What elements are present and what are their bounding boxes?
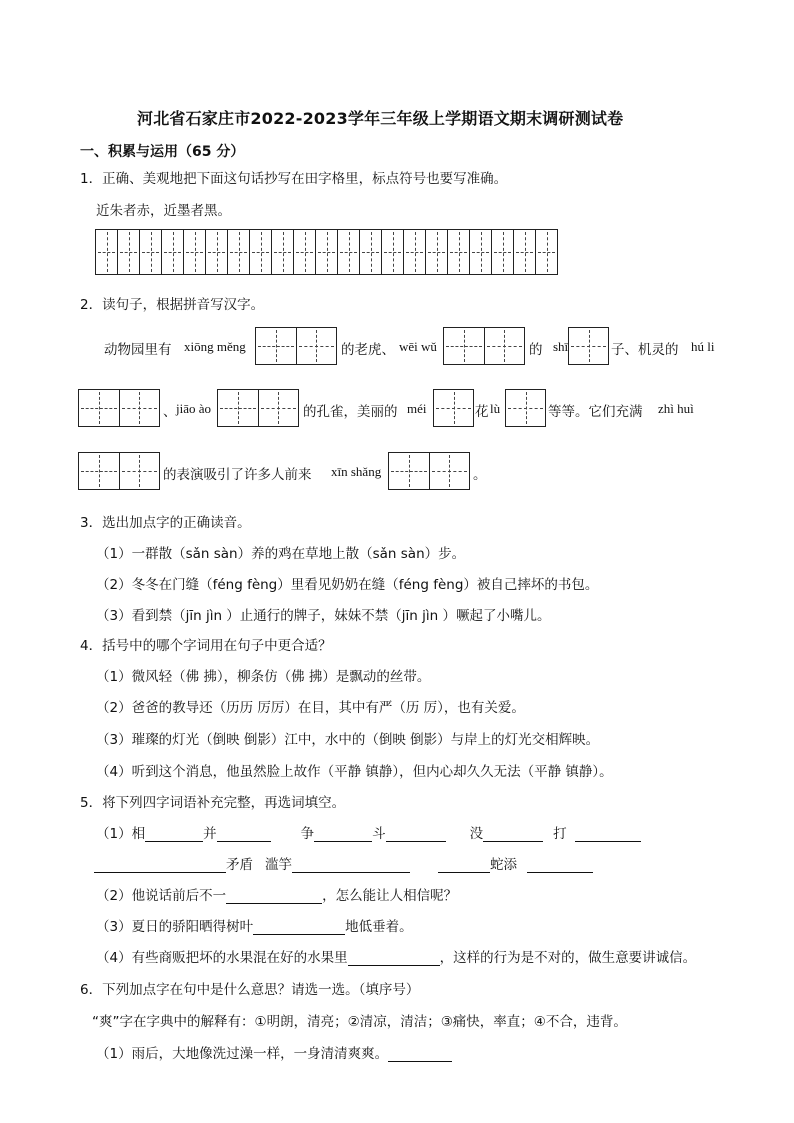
q5-text: ，怎么能让人相信呢？ <box>322 888 458 904</box>
blank[interactable] <box>388 1047 452 1062</box>
q2-text: 、 <box>163 404 177 420</box>
answer-box[interactable] <box>78 452 160 490</box>
q3-item: （1）一群散（sǎn sàn）养的鸡在草地上散（sǎn sàn）步。 <box>96 546 466 562</box>
answer-box[interactable] <box>217 389 299 427</box>
answer-box[interactable] <box>568 327 609 365</box>
q4-item: （2）爸爸的教导还（历历 厉厉）在目，其中有严（历 厉），也有关爱。 <box>96 700 525 716</box>
blank[interactable] <box>145 827 203 842</box>
q5-word: （1）相 <box>96 826 146 842</box>
pinyin: wēi wǔ <box>399 339 437 354</box>
q2-text: 花 <box>475 404 489 420</box>
q2-text: 的老虎、 <box>341 342 395 358</box>
q5-word: 斗 <box>372 826 386 842</box>
q6-text: （1）雨后，大地像洗过澡一样，一身清清爽爽。 <box>96 1046 389 1062</box>
question-5-stem: 5．将下列四字词语补充完整，再选词填空。 <box>80 795 346 811</box>
blank[interactable] <box>483 827 543 842</box>
q5-text: ，这样的行为是不对的，做生意要讲诚信。 <box>439 950 697 966</box>
tianzige-grid[interactable] <box>95 229 558 275</box>
q2-text: 子、机灵的 <box>611 342 679 358</box>
pinyin: lù <box>490 401 501 416</box>
q5-word: 争 <box>300 826 315 842</box>
pinyin: hú li <box>691 339 715 354</box>
q5-word: 打 <box>553 826 567 842</box>
section-heading: 一、积累与运用（65 分） <box>80 144 245 160</box>
blank[interactable] <box>94 858 226 873</box>
q2-text: 的孔雀，美丽的 <box>303 404 398 420</box>
q5-word: 矛盾 <box>226 857 253 873</box>
copy-sentence: 近朱者赤，近墨者黑。 <box>96 203 231 219</box>
q3-item: （2）冬冬在门缝（féng fèng）里看见奶奶在缝（féng fèng）被自己摔坏的书包。 <box>96 577 599 593</box>
q4-item: （3）璀璨的灯光（倒映 倒影）江中，水中的（倒映 倒影）与岸上的灯光交相辉映。 <box>96 732 600 748</box>
q5-word: 并 <box>203 826 217 842</box>
q5-item-2 <box>96 884 457 904</box>
q4-item: （4）听到这个消息，他虽然脸上故作（平静 镇静），但内心却久久无法（平静 镇静）。 <box>96 764 613 780</box>
q2-text: 等等。它们充满 <box>548 404 643 420</box>
blank[interactable] <box>314 827 372 842</box>
q5-text: （4）有些商贩把坏的水果混在好的水果里 <box>96 950 348 966</box>
blank[interactable] <box>226 889 322 904</box>
pinyin: xīn shǎng <box>331 464 382 479</box>
answer-box[interactable] <box>388 452 470 490</box>
answer-box[interactable] <box>443 327 525 365</box>
answer-box[interactable] <box>505 389 546 427</box>
blank[interactable] <box>217 827 271 842</box>
q5-row1 <box>96 822 641 842</box>
answer-box[interactable] <box>433 389 474 427</box>
q5-text: （2）他说话前后不一 <box>96 888 227 904</box>
q5-text: （3）夏日的骄阳晒得树叶 <box>96 919 254 935</box>
pinyin: shī <box>553 339 569 354</box>
question-2-stem: 2．读句子，根据拼音写汉字。 <box>80 297 265 313</box>
q5-word: 蛇添 <box>490 857 517 873</box>
q2-text: 。 <box>473 467 487 483</box>
question-3-stem: 3．选出加点字的正确读音。 <box>80 515 251 531</box>
q5-text: 地低垂着。 <box>345 919 413 935</box>
pinyin: xiōng měng <box>184 339 246 354</box>
q4-item: （1）微风轻（佛 拂），柳条仿（佛 拂）是飘动的丝带。 <box>96 669 431 685</box>
q2-text: 动物园里有 <box>104 342 172 358</box>
blank[interactable] <box>292 858 410 873</box>
blank[interactable] <box>527 858 593 873</box>
blank[interactable] <box>348 951 440 966</box>
q5-item-4 <box>96 946 696 966</box>
blank[interactable] <box>386 827 446 842</box>
q5-item-3 <box>96 915 413 935</box>
q5-row2 <box>94 853 593 873</box>
q6-item-1 <box>96 1042 452 1062</box>
q5-word: 没 <box>469 826 484 842</box>
question-4-stem: 4．括号中的哪个字词用在句子中更合适？ <box>80 638 332 654</box>
pinyin: jiāo ào <box>176 401 212 416</box>
q5-word: 滥竽 <box>265 857 292 873</box>
question-6-stem: 6．下列加点字在句中是什么意思？请选一选。（填序号） <box>80 982 420 998</box>
answer-box[interactable] <box>78 389 160 427</box>
blank[interactable] <box>575 827 641 842</box>
q3-item: （3）看到禁（jīn jìn ）止通行的牌子，妹妹不禁（jīn jìn ）噘起了小嘴儿。 <box>96 608 551 624</box>
question-1-stem: 1．正确、美观地把下面这句话抄写在田字格里，标点符号也要写准确。 <box>80 171 508 187</box>
answer-box[interactable] <box>255 327 337 365</box>
pinyin: zhì huì <box>658 401 694 416</box>
blank[interactable] <box>438 858 490 873</box>
pinyin: méi <box>407 401 427 416</box>
definition-line: “爽”字在字典中的解释有：①明朗，清亮；②清凉，清洁；③痛快，率直；④不合，违背。 <box>92 1014 627 1030</box>
page-title: 河北省石家庄市2022-2023学年三年级上学期语文期末调研测试卷 <box>137 109 624 128</box>
q2-text: 的 <box>529 342 543 358</box>
blank[interactable] <box>253 920 345 935</box>
q2-text: 的表演吸引了许多人前来 <box>163 467 312 483</box>
